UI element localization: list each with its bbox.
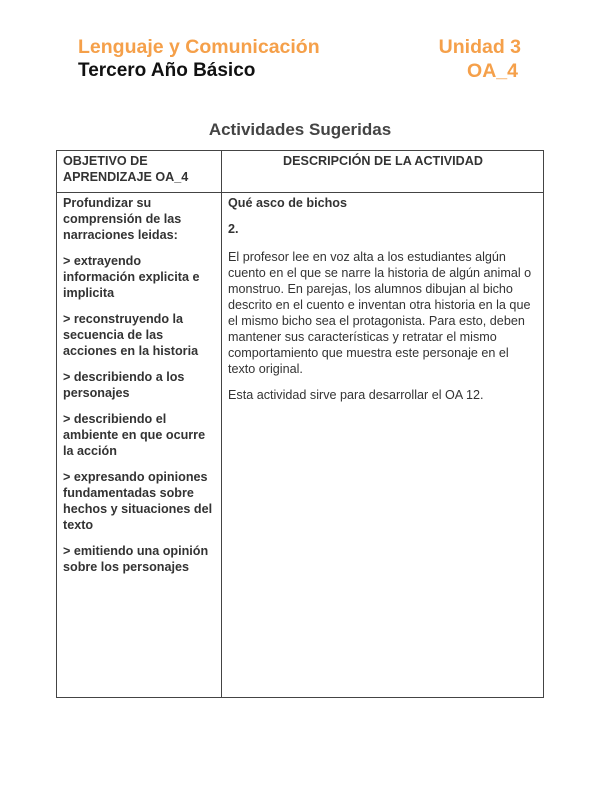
objective-item: > expresando opiniones fundamentadas sobre hechos y situaciones del texto (63, 470, 213, 532)
unit-label: Unidad 3 (438, 36, 521, 58)
activity-note: Esta actividad sirve para desarrollar el OA 12. (228, 388, 484, 402)
objective-item: > describiendo a los personajes (63, 370, 185, 400)
objective-item: > extrayendo información explicita e implicita (63, 254, 200, 300)
objective-header: OBJETIVO DE APRENDIZAJE OA_4 (57, 151, 222, 193)
objective-item: > reconstruyendo la secuencia de las acciones en la historia (63, 312, 199, 358)
activity-description: El profesor lee en voz alta a los estudiantes algún cuento en el que se narre la historia de algún animal o monstruo. En parejas, los alumnos dibujan al bicho descrito en el cuento e inventan otra historia en la que el mismo bicho sea el protagonista. Para esto, deben mantener sus características y retratar el mismo comportamiento que muestra este personaje en el texto original. (228, 250, 532, 376)
oa-label: OA_4 (467, 60, 518, 82)
objectives-cell (57, 193, 222, 698)
page-heading: Actividades Sugeridas (208, 120, 392, 139)
objective-item: > describiendo el ambiente en que ocurre la acción (63, 412, 206, 458)
description-header: DESCRIPCIÓN DE LA ACTIVIDAD (222, 151, 544, 193)
activity-number: 2. (228, 222, 239, 236)
table-row (57, 193, 544, 698)
activity-title: Qué asco de bichos (228, 196, 347, 210)
objective-item: > emitiendo una opinión sobre los personajes (63, 544, 209, 574)
objective-item: Profundizar su comprensión de las narraciones leidas: (63, 196, 182, 242)
grade-title: Tercero Año Básico (78, 60, 256, 81)
activities-table (56, 150, 544, 698)
subject-title: Lenguaje y Comunicación (78, 36, 320, 58)
description-cell (222, 193, 544, 698)
table-header-row (57, 151, 544, 193)
